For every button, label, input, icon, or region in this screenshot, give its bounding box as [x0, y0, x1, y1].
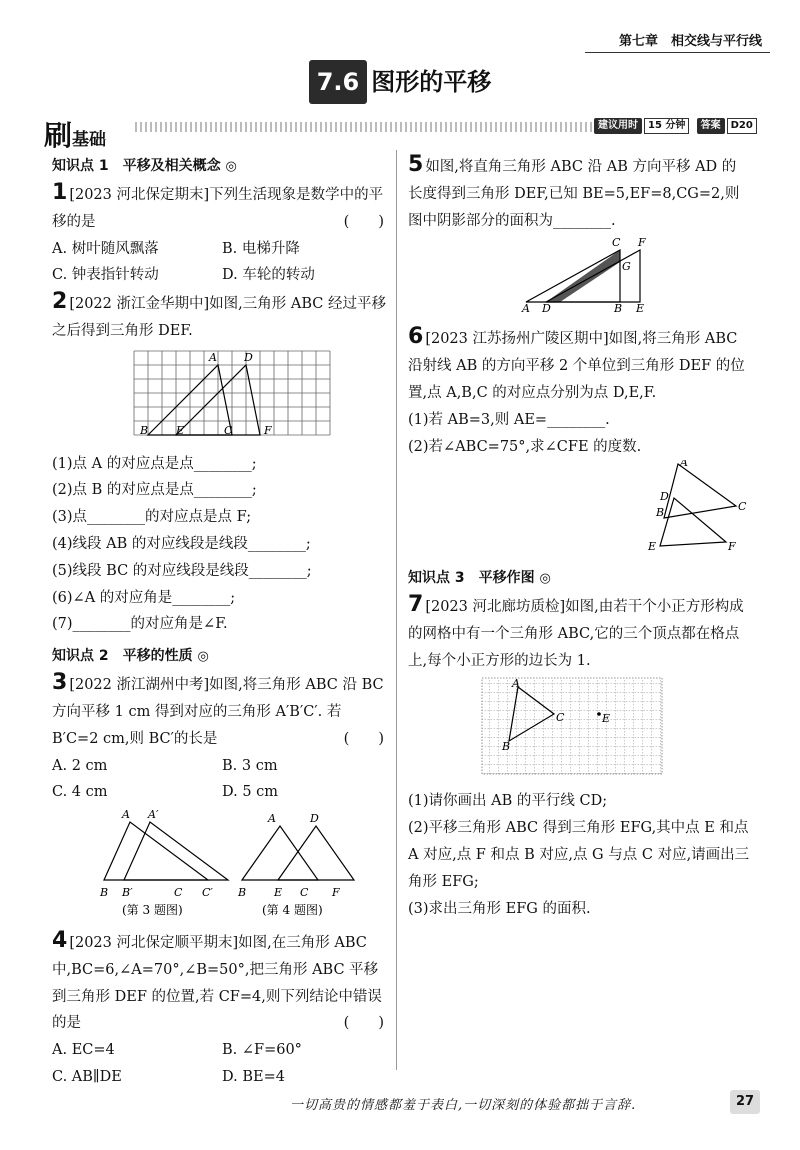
sub-item-4: (4)线段 AB 的对应线段是线段________;	[52, 536, 311, 553]
question-stem: [2023 河北保定顺平期末]如图,在三角形 ABC 中,BC=6,∠A=70°,∠B=50°,把三角形 ABC 平移到三角形 DEF 的位置,若 CF=4,则下列结论中错误的是	[52, 935, 382, 1032]
options-row	[52, 1064, 392, 1091]
label-a: A	[512, 677, 520, 691]
section-2-text: 知识点 2 平移的性质	[52, 648, 193, 665]
question-stem: [2022 浙江湖州中考]如图,将三角形 ABC 沿 BC 方向平移 1 cm 得到对应的三角形 A′B′C′. 若 B′C=2 cm,则 BC′的长是	[52, 677, 384, 747]
fig4-label-d: D	[310, 812, 319, 826]
options-row	[52, 236, 392, 263]
sub-item-2: (2)若∠ABC=75°,求∠CFE 的度数.	[408, 438, 642, 455]
section-3-heading	[408, 566, 750, 592]
sub-item-3: (3)求出三角形 EFG 的面积.	[408, 900, 591, 917]
footer-motto: 一切高贵的情感都羞于表白,一切深刻的体验都拙于言辞.	[290, 1098, 637, 1113]
q6-figure	[408, 460, 750, 552]
fig4-label-f: F	[332, 886, 340, 900]
jichu-label: 基础	[72, 130, 107, 150]
q7-dotted-grid	[408, 674, 750, 778]
fig4-label-c: C	[300, 886, 309, 900]
label-c: C	[556, 711, 565, 725]
sub-item-1: (1)点 A 的对应点是点________;	[52, 455, 257, 472]
right-column	[408, 152, 750, 922]
label-f: F	[728, 540, 736, 553]
page-number: 27	[730, 1090, 760, 1114]
label-a: A	[680, 460, 688, 470]
option-d: D. BE=4	[222, 1069, 285, 1086]
question-number: 1	[52, 179, 68, 205]
answer-page: D20	[727, 118, 757, 134]
option-a: A. EC=4	[52, 1042, 115, 1059]
column-divider	[396, 150, 397, 1070]
q2-grid-figure	[52, 345, 392, 441]
target-icon: ◎	[197, 649, 209, 665]
left-column	[52, 152, 392, 1091]
option-d: D. 5 cm	[222, 784, 279, 801]
time-info	[594, 117, 757, 136]
option-d: D. 车轮的转动	[222, 267, 315, 284]
answer-paren: ( )	[343, 213, 384, 230]
option-b: B. 电梯升降	[222, 240, 300, 257]
label-e: E	[648, 540, 657, 553]
section-1-text: 知识点 1 平移及相关概念	[52, 158, 221, 174]
sub-item-6: (6)∠A 的对应角是________;	[52, 589, 236, 606]
label-e: E	[176, 423, 185, 437]
target-icon: ◎	[539, 571, 551, 587]
question-number: 7	[408, 592, 424, 618]
section-1-heading	[52, 154, 392, 180]
question-stem: [2023 江苏扬州广陵区期中]如图,将三角形 ABC 沿射线 AB 的方向平移 2 个单位到三角形 DEF 的位置,点 A,B,C 的对应点分别为点 D,E,F.	[408, 331, 745, 401]
options-row	[52, 779, 392, 806]
sub-item-2: (2)平移三角形 ABC 得到三角形 EFG,其中点 E 和点 A 对应,点 F 和点 B 对应,点 G 与点 C 对应,请画出三角形 EFG;	[408, 820, 750, 890]
label-c: C	[738, 500, 747, 514]
sub-item-7: (7)________的对应角是∠F.	[52, 616, 228, 633]
label-g: G	[622, 260, 631, 274]
fig4-label-b: B	[238, 886, 247, 900]
fig4-caption: (第 4 题图)	[262, 903, 323, 918]
options-row	[52, 753, 392, 780]
label-d: D	[244, 350, 253, 364]
q5-figure	[408, 234, 750, 314]
question-4	[52, 930, 392, 1091]
label-b: B	[502, 740, 511, 754]
question-6	[408, 326, 750, 562]
label-d: D	[660, 490, 669, 504]
fig3-label-a: A	[122, 808, 130, 822]
option-b: B. 3 cm	[222, 757, 278, 774]
option-c: C. 4 cm	[52, 784, 108, 801]
lesson-title	[0, 60, 800, 104]
question-number: 5	[408, 152, 424, 177]
time-label: 建议用时	[594, 118, 642, 134]
answer-paren: ( )	[343, 1015, 384, 1032]
label-e: E	[602, 712, 611, 726]
fig4-label-a: A	[268, 812, 276, 826]
options-row	[52, 1037, 392, 1064]
fig3-label-c: C	[174, 886, 183, 900]
question-stem: [2023 河北保定期末]下列生活现象是数学中的平移的是	[52, 186, 384, 230]
question-stem: [2022 浙江金华期中]如图,三角形 ABC 经过平移之后得到三角形 DEF.	[52, 296, 386, 339]
question-stem: 如图,将直角三角形 ABC 沿 AB 方向平移 AD 的长度得到三角形 DEF,已知 BE=5,EF=8,CG=2,则图中阴影部分的面积为________.	[408, 159, 740, 229]
question-number: 3	[52, 670, 68, 696]
option-b: B. ∠F=60°	[222, 1042, 302, 1059]
sub-item-1: (1)请你画出 AB 的平行线 CD;	[408, 793, 608, 810]
question-number: 2	[52, 289, 68, 315]
label-c: C	[612, 236, 621, 250]
label-b: B	[656, 506, 665, 520]
section-3-text: 知识点 3 平移作图	[408, 570, 535, 587]
question-2	[52, 291, 392, 638]
question-5	[408, 154, 750, 324]
option-a: A. 2 cm	[52, 757, 108, 774]
options-row	[52, 262, 392, 289]
option-c: C. 钟表指针转动	[52, 267, 159, 284]
option-a: A. 树叶随风飘落	[52, 240, 159, 257]
fig3-caption: (第 3 题图)	[122, 903, 183, 918]
fig3-label-b: B	[100, 886, 109, 900]
lesson-name: 图形的平移	[371, 68, 492, 96]
header-rule	[585, 52, 770, 53]
label-e: E	[636, 302, 645, 315]
question-number: 4	[52, 928, 68, 954]
answer-label: 答案	[697, 118, 725, 134]
time-value: 15 分钟	[644, 118, 689, 134]
answer-paren: ( )	[343, 730, 384, 747]
question-3	[52, 672, 392, 928]
sub-item-5: (5)线段 BC 的对应线段是线段________;	[52, 562, 312, 579]
option-c: C. AB∥DE	[52, 1069, 122, 1086]
label-c: C	[224, 423, 233, 437]
label-f: F	[638, 236, 646, 250]
label-b: B	[140, 423, 149, 437]
chapter-header: 第七章 相交线与平行线	[618, 34, 762, 49]
label-a: A	[522, 302, 530, 315]
section-2-heading	[52, 644, 392, 670]
target-icon: ◎	[225, 159, 237, 174]
label-f: F	[264, 423, 272, 437]
question-7	[408, 594, 750, 922]
fig3-label-b2: B′	[122, 886, 133, 900]
lesson-number: 7.6	[309, 60, 368, 104]
fig3-label-c2: C′	[202, 886, 213, 900]
question-1	[52, 179, 392, 289]
fig4-label-e: E	[274, 886, 283, 900]
sub-item-3: (3)点________的对应点是点 F;	[52, 509, 252, 526]
q3-q4-figures	[52, 806, 392, 918]
fig3-label-a2: A′	[148, 808, 159, 822]
label-d: D	[542, 302, 551, 315]
question-number: 6	[408, 324, 424, 350]
shua-char: 刷	[44, 119, 73, 152]
sub-item-1: (1)若 AB=3,则 AE=________.	[408, 411, 610, 428]
banner-dashes	[135, 122, 595, 132]
question-stem: [2023 河北廊坊质检]如图,由若干个小正方形构成的网格中有一个三角形 ABC,它的三个顶点都在格点上,每个小正方形的边长为 1.	[408, 599, 744, 669]
sub-item-2: (2)点 B 的对应点是点________;	[52, 482, 257, 499]
label-b: B	[614, 302, 623, 315]
label-a: A	[209, 350, 217, 364]
